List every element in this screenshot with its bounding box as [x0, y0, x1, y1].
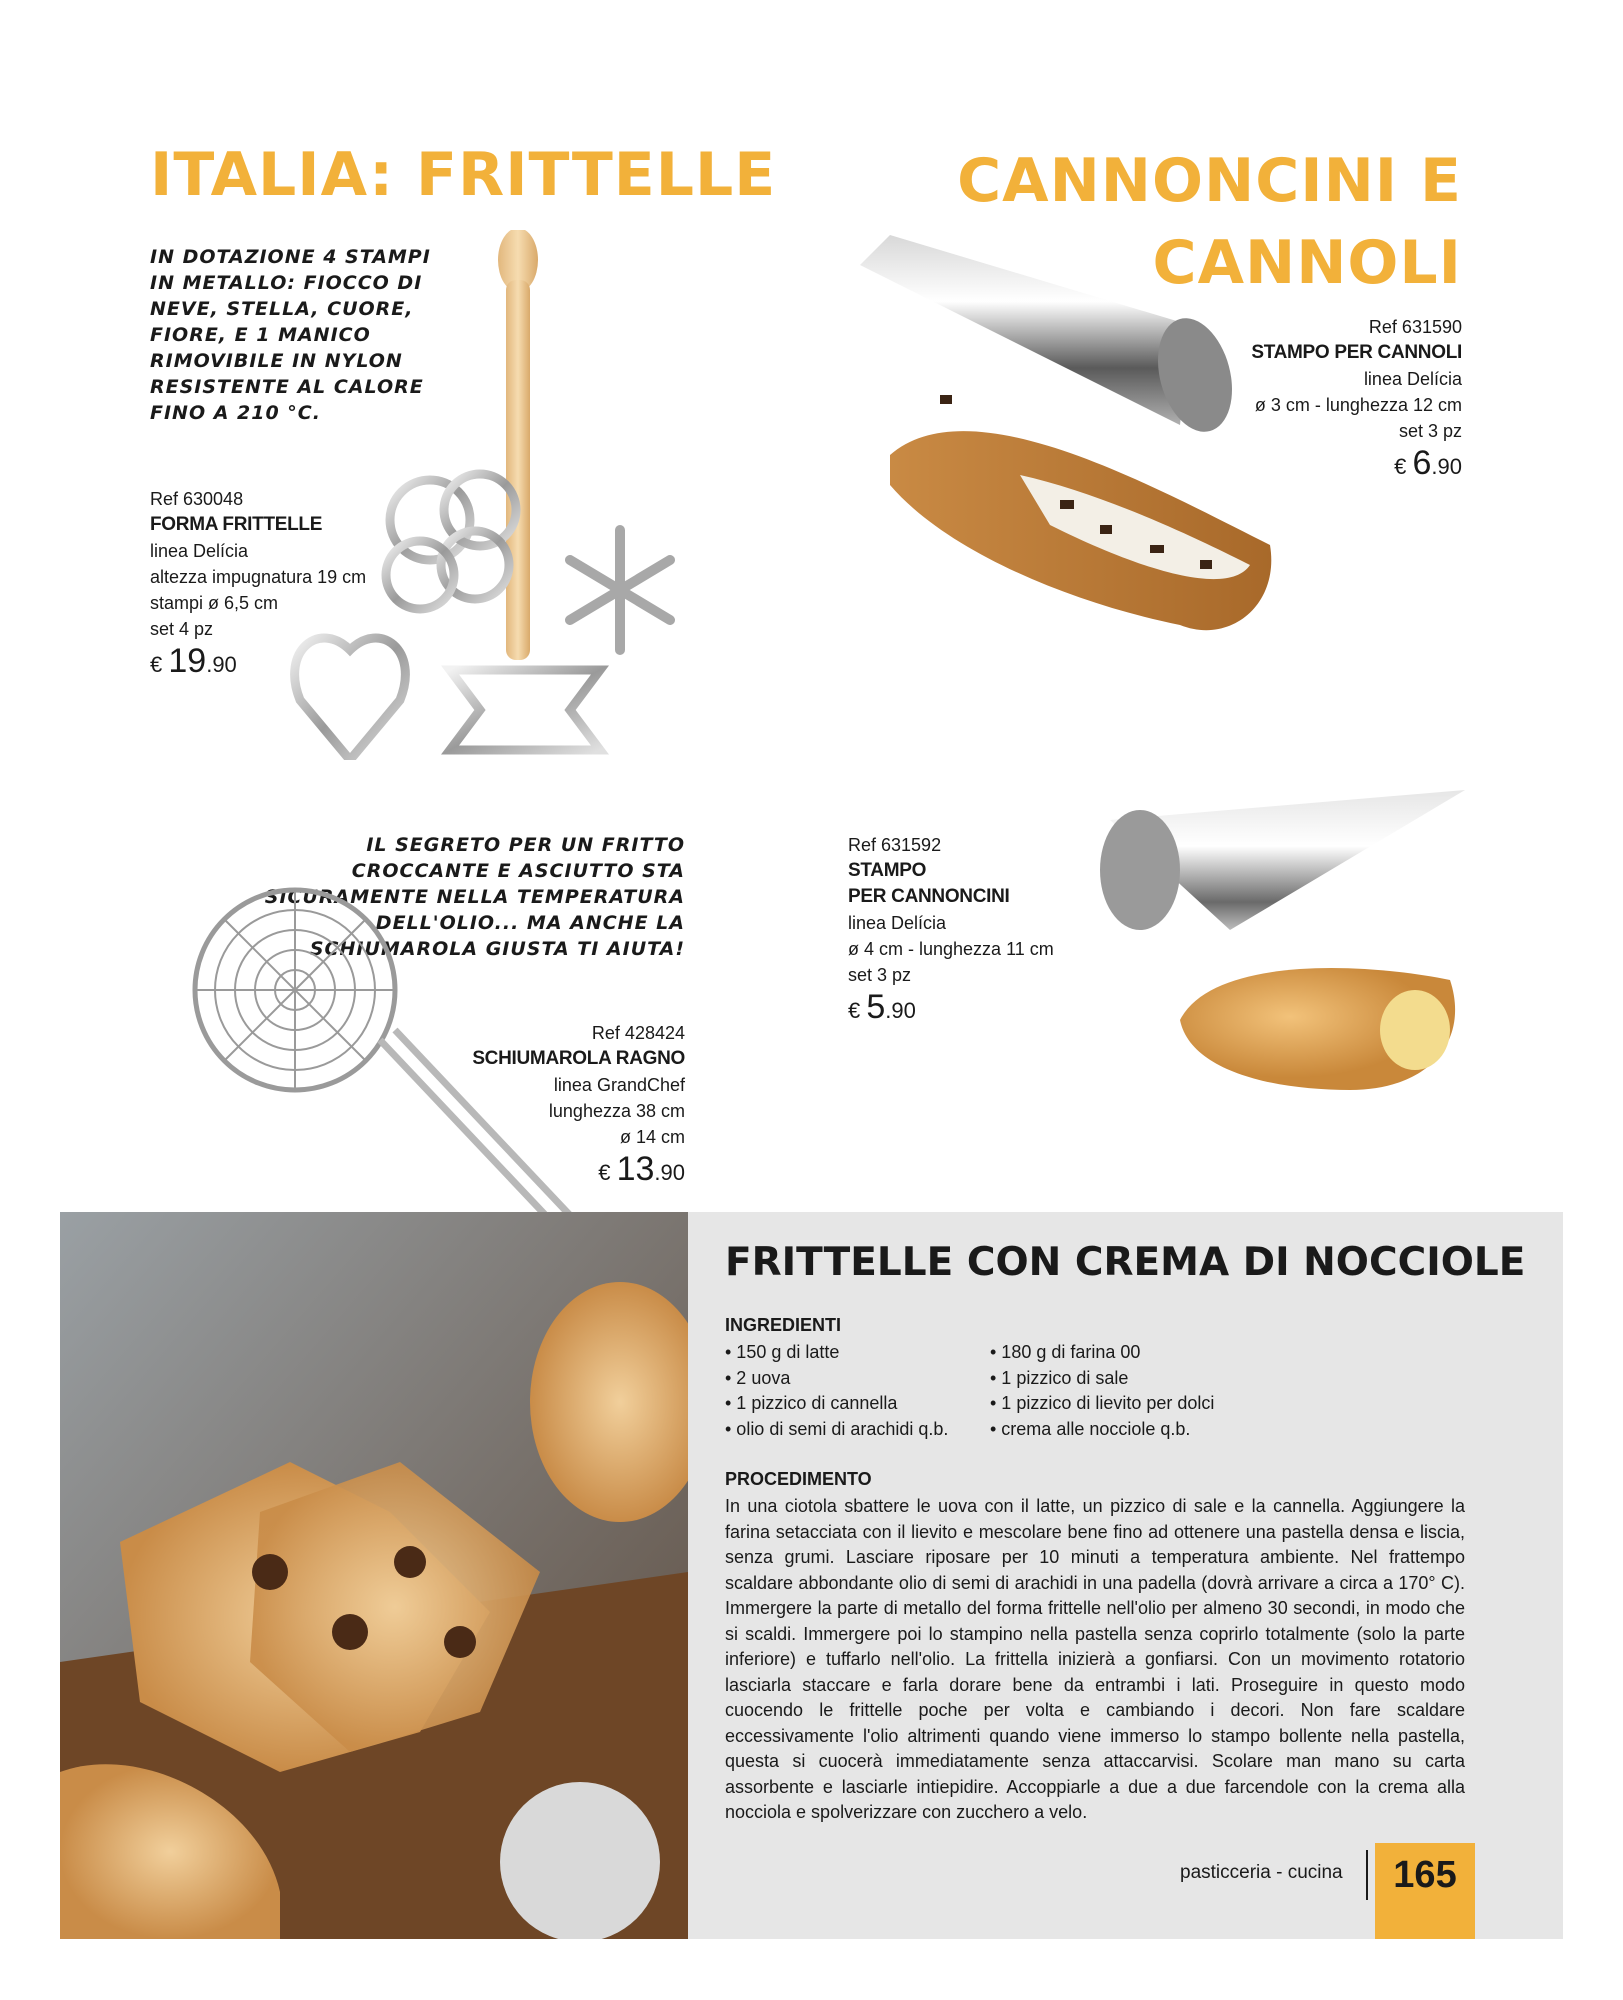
product-ref: Ref 631590 [1368, 317, 1462, 337]
product-line: linea Delícia [150, 541, 249, 561]
product-line: linea Delícia [848, 913, 947, 933]
product-name: PER CANNONCINI [848, 886, 1010, 907]
right-title-line2: CANNOLI [1152, 228, 1462, 298]
product-spec: ø 4 cm - lunghezza 11 cm [848, 939, 1054, 959]
ingredient-item: • 180 g di farina 00 [990, 1342, 1141, 1362]
ingredient-item: • 1 pizzico di lievito per dolci [990, 1393, 1215, 1413]
ingredients-heading: INGREDIENTI [725, 1315, 842, 1335]
product-spec: set 3 pz [848, 965, 912, 985]
footer-section: pasticceria - cucina [1180, 1862, 1343, 1883]
ingredient-item: • crema alle nocciole q.b. [990, 1418, 1191, 1439]
procedure-heading: PROCEDIMENTO [725, 1469, 872, 1489]
page-number: 165 [1375, 1843, 1475, 1939]
product-ref: Ref 428424 [591, 1023, 685, 1043]
product-line: linea GrandChef [553, 1075, 685, 1095]
product-price: € 5.90 [848, 988, 916, 1026]
product-name: STAMPO PER CANNOLI [1251, 342, 1462, 363]
cannoncini-image [1090, 780, 1470, 1100]
product-price: € 13.90 [598, 1150, 685, 1188]
ingredient-item: • 150 g di latte [725, 1342, 840, 1362]
product-forma-frittelle [150, 486, 410, 678]
product-stampo-cannoli [1162, 314, 1462, 480]
note-schiumarola: IL SEGRETO PER UN FRITTO CROCCANTE E ASCIUTTO STA SICURAMENTE NELLA TEMPERATURA DELL'OLIO... MA ANCHE LA SCHIUMAROLA GIUSTA TI AIUTA! [264, 834, 685, 960]
left-title: ITALIA: FRITTELLE [150, 140, 777, 210]
recipe-photo [60, 1212, 688, 1939]
product-spec: stampi ø 6,5 cm [150, 593, 279, 613]
product-price: € 6.90 [1394, 444, 1462, 482]
product-spec: lunghezza 38 cm [548, 1101, 685, 1121]
product-spec: set 3 pz [1398, 421, 1462, 441]
ingredient-item: • 1 pizzico di sale [990, 1367, 1129, 1388]
product-spec: ø 3 cm - lunghezza 12 cm [1254, 395, 1462, 415]
recipe-title: FRITTELLE CON CREMA DI NOCCIOLE [725, 1240, 1526, 1285]
product-name: STAMPO [848, 860, 927, 881]
product-ref: Ref 631592 [848, 835, 942, 855]
product-spec: altezza impugnatura 19 cm [150, 567, 367, 587]
footer-divider [1366, 1850, 1368, 1900]
product-name: SCHIUMAROLA RAGNO [472, 1048, 685, 1069]
product-spec: ø 14 cm [619, 1127, 685, 1147]
ingredients-left [725, 1340, 985, 1442]
product-spec: set 4 pz [150, 619, 214, 639]
ingredient-item: • 1 pizzico di cannella [725, 1393, 898, 1413]
right-title-line1: CANNONCINI E [957, 146, 1462, 216]
product-name: FORMA FRITTELLE [150, 514, 323, 535]
product-schiumarola [385, 1020, 685, 1186]
procedure-text: In una ciotola sbattere le uova con il latte, un pizzico di sale e la cannella. Aggiungere la farina setacciata con il lievito e mescolare bene fino ad ottenere una pastella densa e liscia, senza grumi. Lasciare riposare per 10 minuti a temperatura ambiente. Nel frattempo scaldare abbondante olio di semi di arachidi in una padella (dovrà arrivare a circa a 170° C). Immergere la parte di metallo del forma frittelle nell'olio per almeno 30 secondi, in modo che si scaldi. Immergere poi lo stampino nella pastella senza coprirlo totalmente (solo la parte inferiore) e tuffarlo nell'olio. La frittella inizierà a gonfiarsi. Con un movimento rotatorio lasciarla staccare e farla dorare bene da entrambi i lati. Proseguire in questo modo cuocendo le frittelle poche per volta e cambiando i decori. Non fare scaldare eccessivamente l'olio altrimenti quando viene immerso lo stampo bollente nella pastella, questa si cuocerà immediatamente senza attaccarvisi. Scolare man mano su carta assorbente e lasciarle intiepidire. Accoppiarle a due a due farcendole con la crema alla nocciola e spolverizzare con zucchero a velo. [725, 1496, 1465, 1822]
ingredient-item: • olio di semi di arachidi q.b. [725, 1418, 949, 1439]
ingredients-right [990, 1340, 1290, 1442]
product-price: € 19.90 [150, 642, 237, 680]
product-line: linea Delícia [1363, 369, 1462, 389]
ingredient-item: • 2 uova [725, 1367, 791, 1388]
note-frittelle: IN DOTAZIONE 4 STAMPI IN METALLO: FIOCCO DI NEVE, STELLA, CUORE, FIORE, E 1 MANICO RIMOVIBILE IN NYLON RESISTENTE AL CALORE FINO A 210 °C. [150, 246, 431, 424]
product-ref: Ref 630048 [150, 489, 244, 509]
